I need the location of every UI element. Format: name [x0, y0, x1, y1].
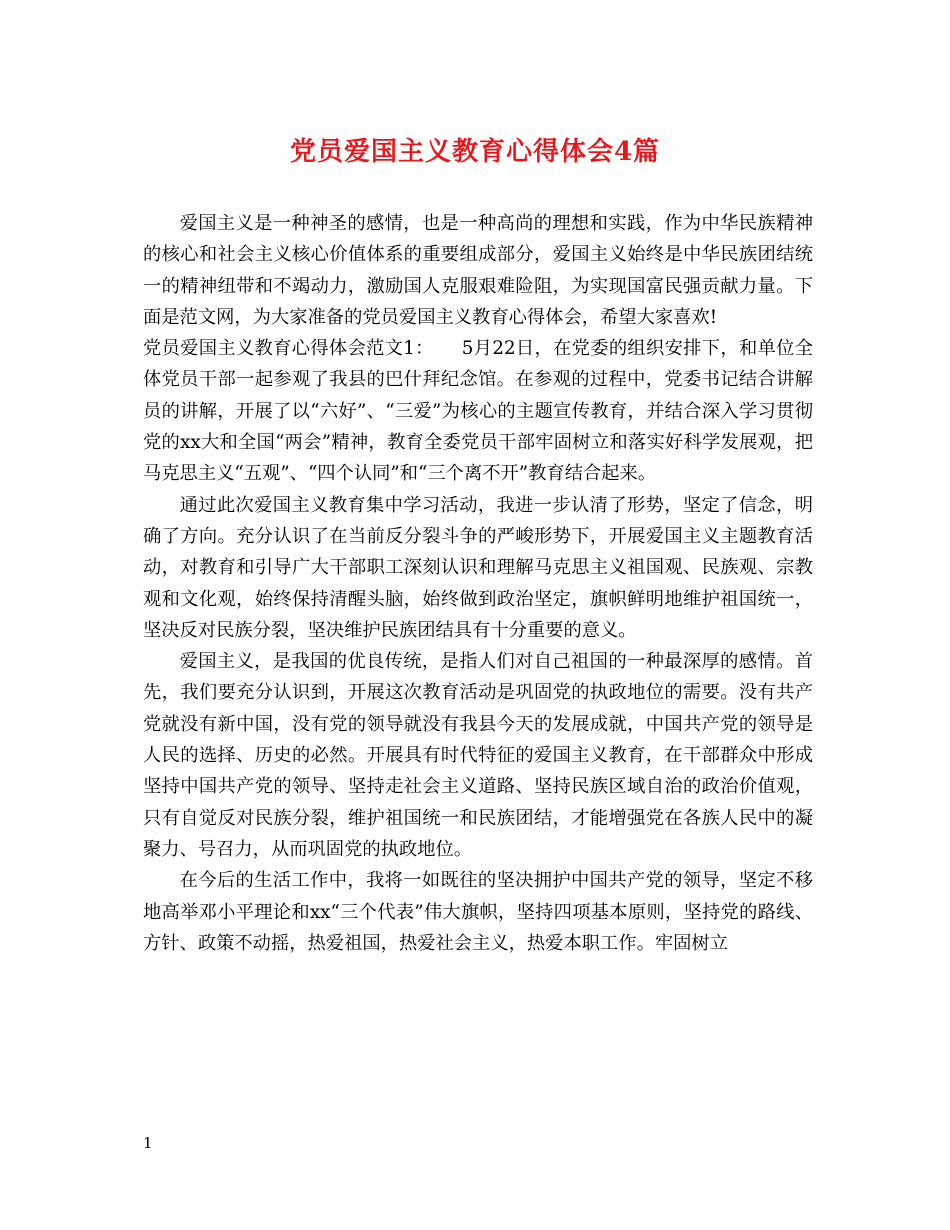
- paragraph-intro: 爱国主义是一种神圣的感情，也是一种高尚的理想和实践，作为中华民族精神的核心和社会主义核心价值体系的重要组成部分，爱国主义始终是中华民族团结统一的精神纽带和不竭动力，激励国人克服艰难险阻，为实现国富民强贡献力量。下面是范文网，为大家准备的党员爱国主义教育心得体会，希望大家喜欢!: [143, 213, 813, 328]
- document-title: 党员爱国主义教育心得体会4篇: [289, 137, 661, 167]
- paragraph-tradition: 爱国主义，是我国的优良传统，是指人们对自己祖国的一种最深厚的感情。首先，我们要充分认识到，开展这次教育活动是巩固党的执政地位的需要。没有共产党就没有新中国，没有党的领导就没有我县今天的发展成就，中国共产党的领导是人民的选择、历史的必然。开展具有时代特征的爱国主义教育，在干部群众中形成坚持中国共产党的领导、坚持走社会主义道路、坚持民族区域自治的政治价值观，只有自觉反对民族分裂，维护祖国统一和民族团结，才能增强党在各族人民中的凝聚力、号召力，从而巩固党的执政地位。: [143, 651, 813, 860]
- paragraph-future: 在今后的生活工作中，我将一如既往的坚决拥护中国共产党的领导，坚定不移地高举邓小平理论和xx“三个代表”伟大旗帜，坚持四项基本原则，坚持党的路线、方针、政策不动摇，热爱祖国，热爱社会主义，热爱本职工作。牢固树立: [143, 870, 813, 954]
- paragraph-sample-1: 党员爱国主义教育心得体会范文1： 5月22日，在党委的组织安排下，和单位全体党员干部一起参观了我县的巴什拜纪念馆。在参观的过程中，党委书记结合讲解员的讲解，开展了以“六好”、“三爱”为核心的主题宣传教育，并结合深入学习贯彻党的xx大和全国“两会”精神，教育全委党员干部牢固树立和落实好科学发展观，把马克思主义“五观”、“四个认同”和“三个离不开”教育结合起来。: [143, 338, 813, 485]
- paragraph-study: 通过此次爱国主义教育集中学习活动，我进一步认清了形势，坚定了信念，明确了方向。充分认识了在当前反分裂斗争的严峻形势下，开展爱国主义主题教育活动，对教育和引导广大干部职工深刻认识和理解马克思主义祖国观、民族观、宗教观和文化观，始终保持清醒头脑，始终做到政治坚定，旗帜鲜明地维护祖国统一，坚决反对民族分裂，坚决维护民族团结具有十分重要的意义。: [143, 494, 813, 641]
- document-body: [143, 208, 813, 959]
- page-number: 1: [143, 1134, 153, 1152]
